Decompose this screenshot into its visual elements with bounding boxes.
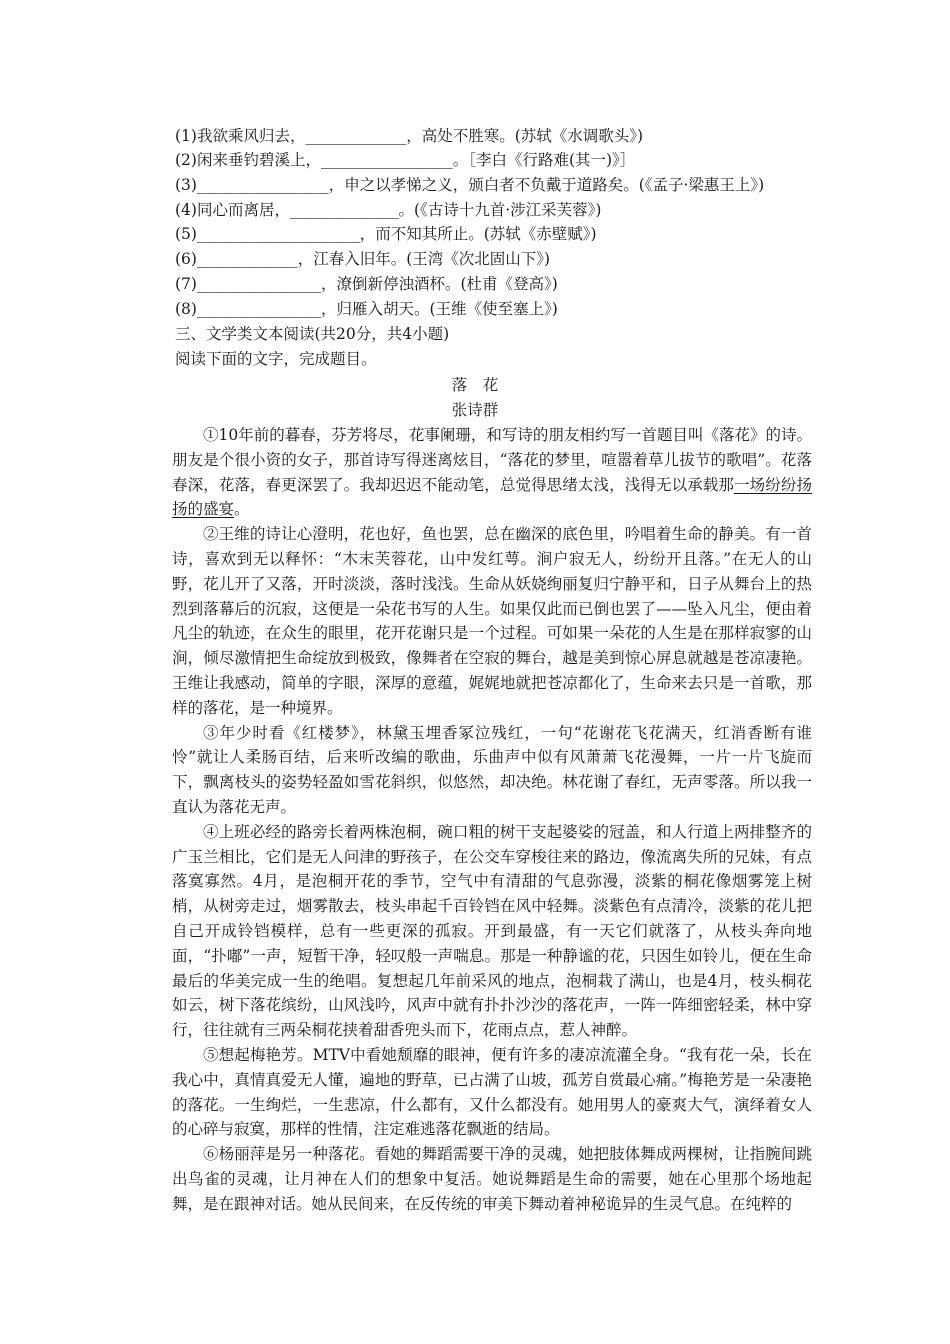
poem-item-8: (8)________________，归雁入胡天。(王维《使至塞上》) [175,300,558,318]
paragraph-5: ⑤想起梅艳芳。MTV中看她颓靡的眼神，便有许多的凄凉流灌全身。“我有花一朵，长在我心中，真情真爱无人懂，遍地的野草，已占满了山坡，孤芳自赏最心痛。”梅艳芳是一朵凄艳的落花。一生绚烂，一生悲凉，什么都有，又什么都没有。她用男人的豪爽大气，演绎着女人的心碎与寂寞，那样的性情，注定难逃落花飘逝的结局。 [172,1045,812,1139]
section-instruction: 阅读下面的文字，完成题目。 [175,350,377,368]
paragraph-4: ④上班必经的路旁长着两株泡桐，碗口粗的树干支起婆娑的冠盖，和人行道上两排整齐的广玉兰相比，它们是无人问津的野孩子，在公交车穿梭往来的路边，像流离失所的兄妹，有点落寞寡然。4月，是泡桐开花的季节，空气中有清甜的气息弥漫，淡紫的桐花像烟雾笼上树梢，从树旁走过，烟雾散去，枝头串起千百铃铛在风中轻舞。淡紫色有点清冷，淡紫的花儿把自己开成铃铛模样，总有一些更深的孤寂。开到最盛，有一天它们就落了，从枝头奔向地面，“扑嘟”一声，短暂干净，轻叹般一声喘息。那是一种静谧的花，只因生如铃儿，便在生命最后的华美完成一生的绝唱。复想起几年前采风的地点，泡桐栽了满山，也是4月，枝头桐花如云，树下落花缤纷，山风浅吟，风声中就有扑扑沙沙的落花声，一阵一阵细密轻柔，林中穿行，往往就有三两朵桐花挟着甜香兜头而下，花雨点点，惹人神醉。 [172,822,812,1040]
paragraph-1: ①10年前的暮春，芬芳将尽，花事阑珊，和写诗的朋友相约写一首题目叫《落花》的诗。朋友是个很小资的女子，那首诗写得迷离炫目，“落花的梦里，喧嚣着草儿拔节的歌唱”。花落春深，花落，春更深罢了。我却迟迟不能动笔，总觉得思绪太浅，浅得无以承载那一场纷纷扬扬的盛宴。 [172,426,812,519]
poem-item-1: (1)我欲乘风归去，_____________，高处不胜寒。(苏轼《水调歌头》) [175,127,644,145]
poem-item-7: (7)________________，潦倒新停浊酒杯。(杜甫《登高》) [175,275,558,293]
article-author: 张诗群 [451,401,499,419]
article-body [172,423,812,1217]
underlined-phrase: 一场纷纷扬扬的盛宴 [172,475,812,519]
poem-item-3: (3)_________________，申之以孝悌之义，颁白者不负戴于道路矣。(《孟子·梁惠王上》) [175,176,765,194]
poem-item-6: (6)_____________，江春入旧年。(王湾《次北固山下》) [175,250,551,268]
poem-item-4: (4)同心而离居，______________。(《古诗十九首·涉江采芙蓉》) [175,201,602,219]
poem-item-2: (2)闲来垂钓碧溪上，_________________。［李白《行路难(其一)》］ [175,151,636,169]
paragraph-6: ⑥杨丽萍是另一种落花。看她的舞蹈需要干净的灵魂，她把肢体舞成两棵树，让指腕间跳出鸟雀的灵魂，让月神在人们的想象中复活。她说舞蹈是生命的需要，她在心里那个场地起舞，是在跟神对话。她从民间来，在反传统的审美下舞动着神秘诡异的生灵气息。在纯粹的 [172,1145,812,1213]
article-title: 落 花 [451,376,499,394]
paragraph-3: ③年少时看《红楼梦》，林黛玉埋香冢泣残红，一句“花谢花飞花满天，红消香断有谁怜”就让人柔肠百结，后来听改编的歌曲，乐曲声中似有风萧萧飞花漫舞，一片一片飞旋而下，飘离枝头的姿势轻盈如雪花斜织，似悠然，却决绝。林花谢了春红，无声零落。所以我一直认为落花无声。 [172,723,812,816]
paragraph-2: ②王维的诗让心澄明，花也好，鱼也罢，总在幽深的底色里，吟唱着生命的静美。有一首诗，喜欢到无以释怀：“木末芙蓉花，山中发红萼。涧户寂无人，纷纷开且落。”在无人的山野，花儿开了又落，开时淡淡，落时浅浅。生命从妖娆绚丽复归宁静平和，日子从舞台上的热烈到落幕后的沉寂，这便是一朵花书写的人生。如果仅此而已倒也罢了——坠入凡尘，便由着凡尘的轨迹，在众生的眼里，花开花谢只是一个过程。可如果一朵花的人生是在那样寂寥的山涧，倾尽激情把生命绽放到极致，像舞者在空寂的舞台，越是美到惊心屏息就越是苍凉凄艳。王维让我感动，简单的字眼，深厚的意蕴，娓娓地就把苍凉都化了，生命来去只是一首歌，那样的落花，是一种境界。 [172,525,812,717]
section-heading: 三、文学类文本阅读(共20分，共4小题) [175,325,450,343]
poem-item-5: (5)_____________________，而不知其所止。(苏轼《赤壁赋》) [175,225,597,243]
